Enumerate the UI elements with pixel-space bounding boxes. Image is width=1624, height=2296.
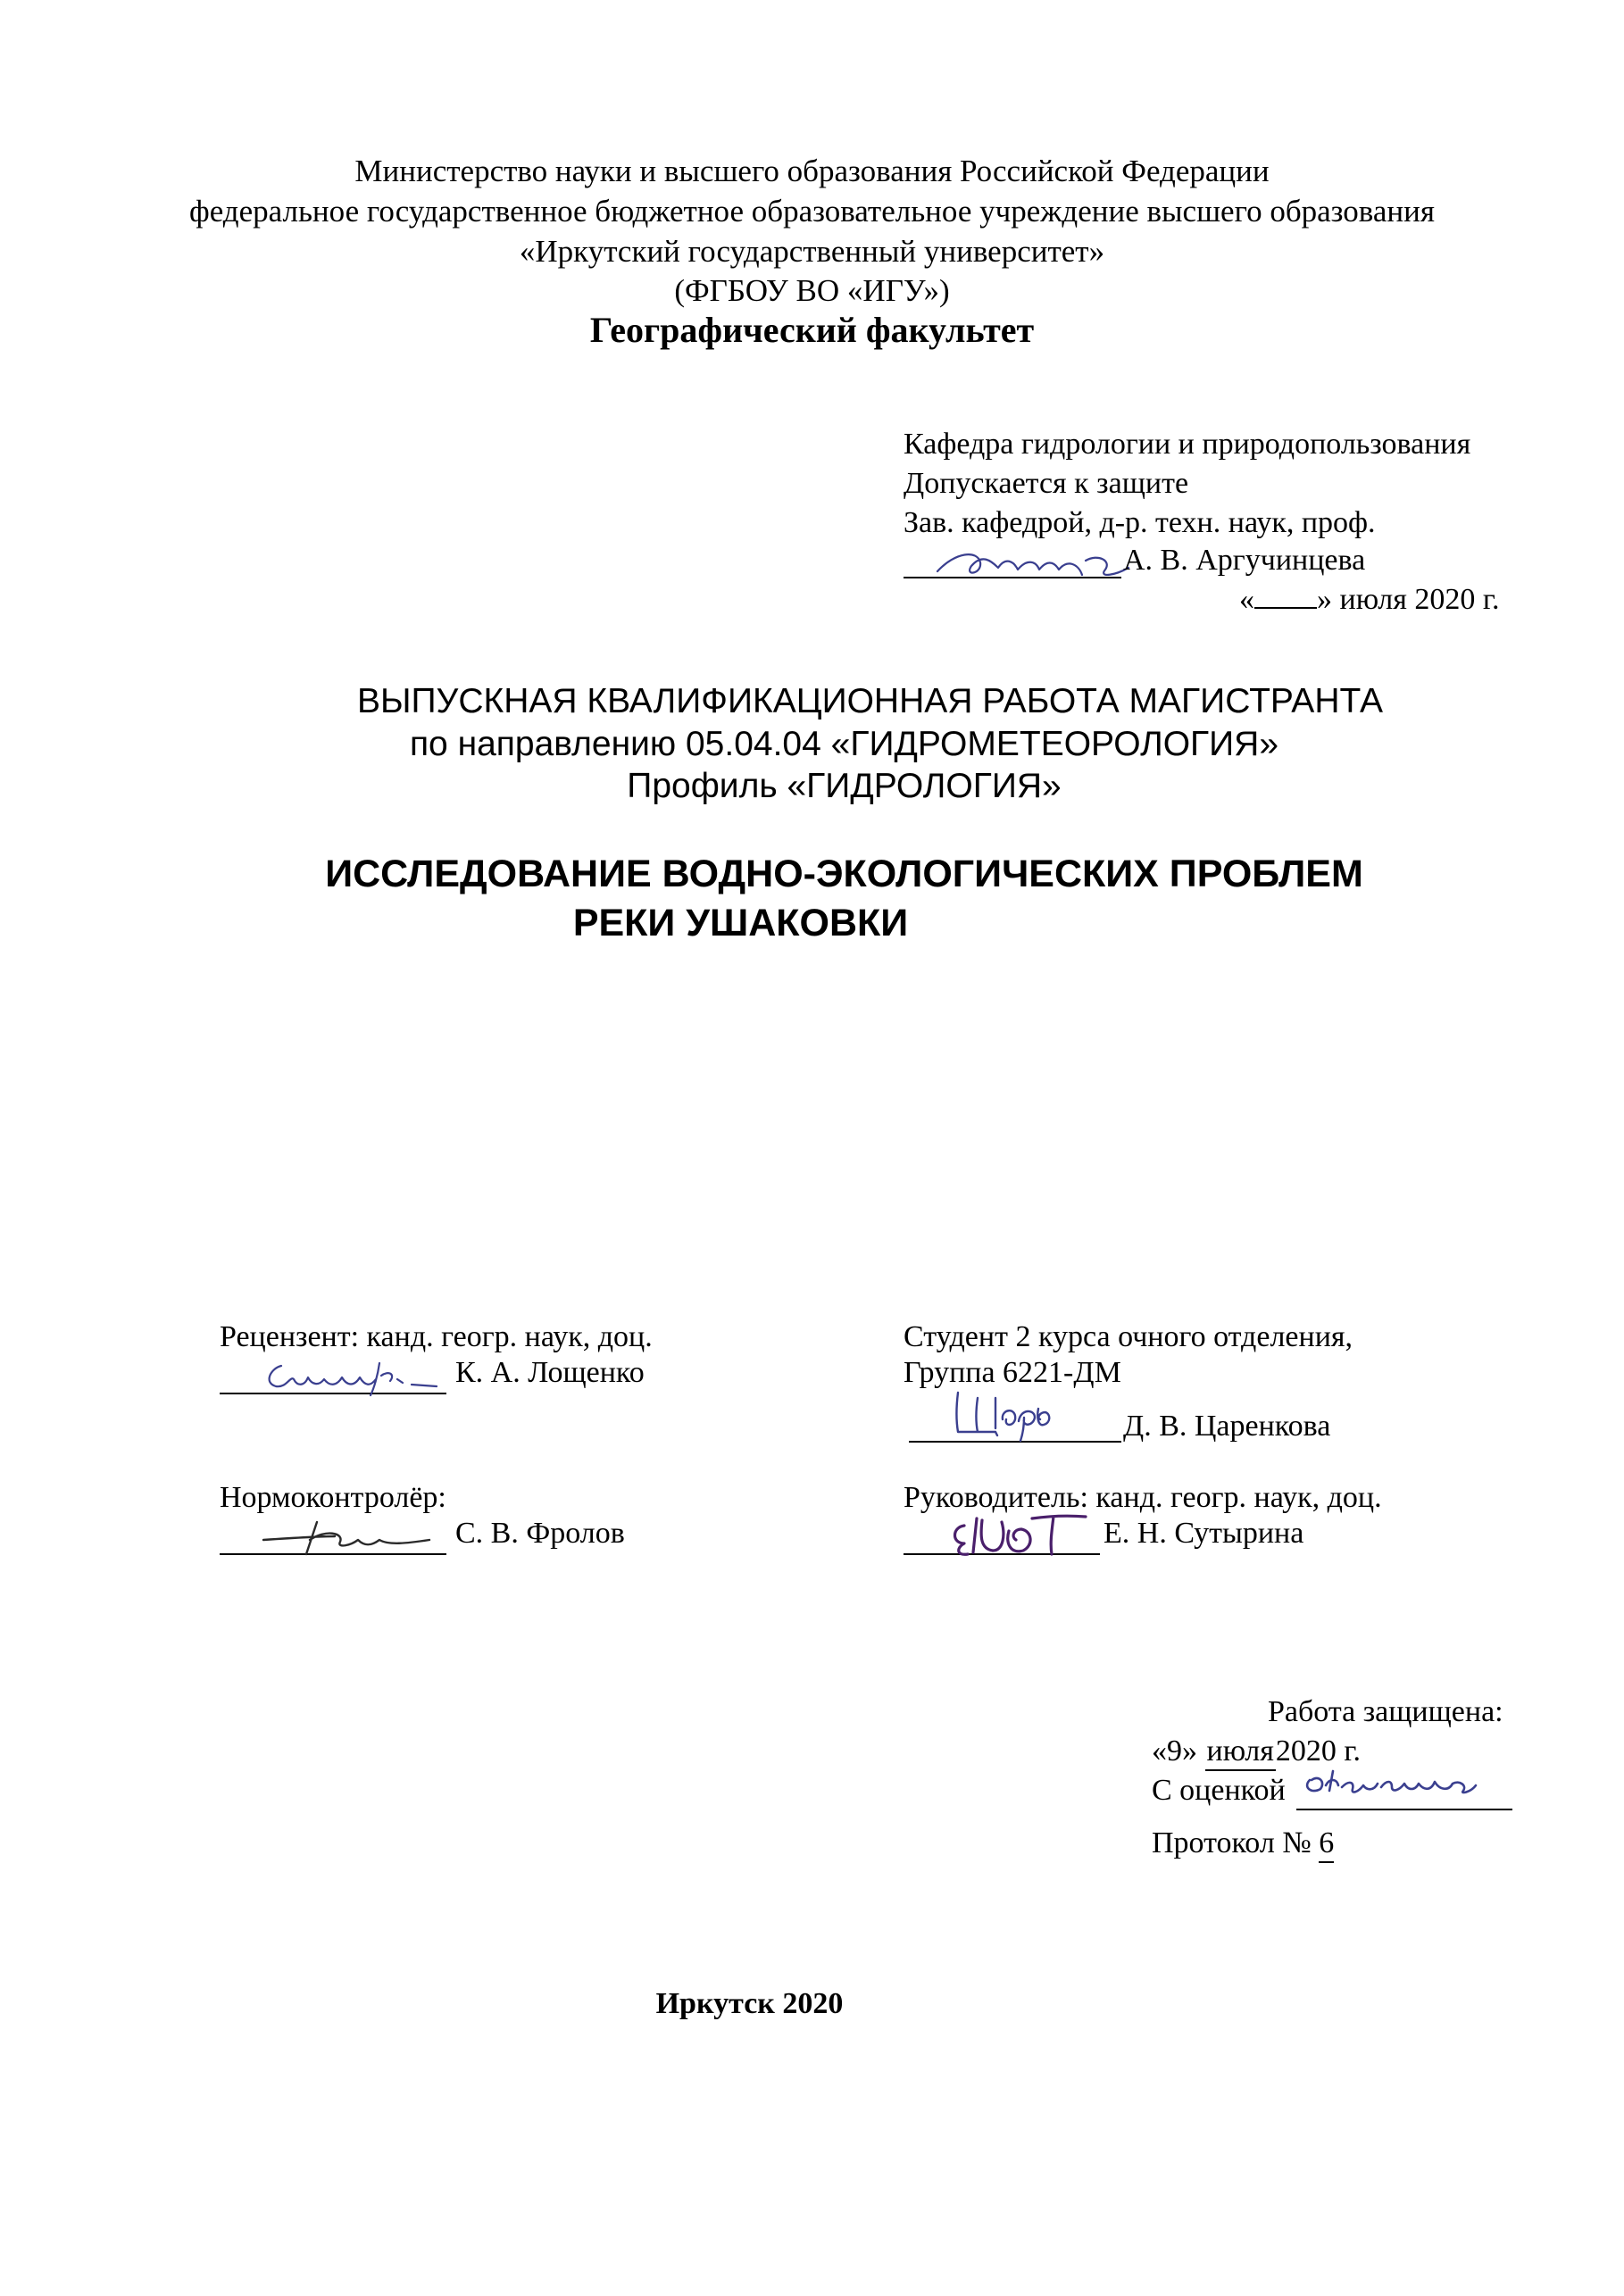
university-line: «Иркутский государственный университет»: [519, 234, 1105, 269]
normcontrol-signature-image: [254, 1513, 442, 1558]
defense-date-month: июля: [1205, 1734, 1276, 1771]
reviewer-signature-image: [254, 1352, 442, 1397]
grade-underline: [1296, 1809, 1512, 1810]
head-title-line: Зав. кафедрой, д-р. техн. наук, проф.: [904, 506, 1376, 539]
defense-date-year: 2020 г.: [1275, 1734, 1361, 1768]
faculty-line: Географический факультет: [589, 310, 1035, 350]
reviewer-title: Рецензент: канд. геогр. наук, доц.: [220, 1320, 653, 1353]
supervisor-title: Руководитель: канд. геогр. наук, доц.: [904, 1481, 1382, 1514]
supervisor-name: Е. Н. Сутырина: [1103, 1517, 1304, 1550]
defended-line: Работа защищена:: [1268, 1695, 1503, 1728]
head-name: А. В. Аргучинцева: [1123, 544, 1366, 577]
student-signature-line: [909, 1441, 1121, 1443]
ministry-line: Министерство науки и высшего образования Российской Федерации: [354, 154, 1270, 188]
approval-date: [1239, 582, 1499, 618]
grade-handwritten: [1299, 1755, 1513, 1800]
normcontrol-title: Нормоконтролёр:: [220, 1481, 446, 1514]
reviewer-name: К. А. Лощенко: [455, 1356, 645, 1389]
student-name: Д. В. Царенкова: [1123, 1410, 1331, 1443]
department-line: Кафедра гидрологии и природопользования: [904, 428, 1471, 461]
abbreviation-line: (ФГБОУ ВО «ИГУ»): [674, 273, 950, 308]
student-title: Студент 2 курса очного отделения,: [904, 1320, 1353, 1353]
approval-date-rest: » июля 2020 г.: [1317, 583, 1500, 616]
head-signature-image: [929, 534, 1134, 587]
defense-date-day: «9»: [1152, 1734, 1197, 1768]
student-group: Группа 6221-ДМ: [904, 1356, 1121, 1389]
protocol-number: 6: [1319, 1826, 1334, 1863]
thesis-title-line-2: РЕКИ УШАКОВКИ: [572, 902, 909, 944]
thesis-title-line-1: ИССЛЕДОВАНИЕ ВОДНО-ЭКОЛОГИЧЕСКИХ ПРОБЛЕМ: [325, 853, 1363, 895]
institution-type-line: федеральное государственное бюджетное образовательное учреждение высшего образования: [189, 194, 1435, 229]
city-year: Иркутск 2020: [655, 1987, 844, 2020]
supervisor-signature-image: [946, 1504, 1107, 1560]
approval-date-open: «: [1239, 583, 1254, 616]
approval-date-day-blank: [1254, 584, 1317, 609]
grade-label: С оценкой: [1152, 1774, 1286, 1807]
protocol-label: Протокол №: [1152, 1826, 1312, 1859]
work-type-line: ВЫПУСКНАЯ КВАЛИФИКАЦИОННАЯ РАБОТА МАГИСТРАНТА: [356, 682, 1384, 720]
work-profile-line: Профиль «ГИДРОЛОГИЯ»: [627, 767, 1062, 805]
student-signature-image: [951, 1382, 1094, 1437]
protocol-line: [1152, 1826, 1334, 1863]
normcontrol-name: С. В. Фролов: [455, 1517, 625, 1550]
work-direction-line: по направлению 05.04.04 «ГИДРОМЕТЕОРОЛОГИЯ»: [409, 725, 1279, 763]
admitted-line: Допускается к защите: [904, 467, 1189, 500]
